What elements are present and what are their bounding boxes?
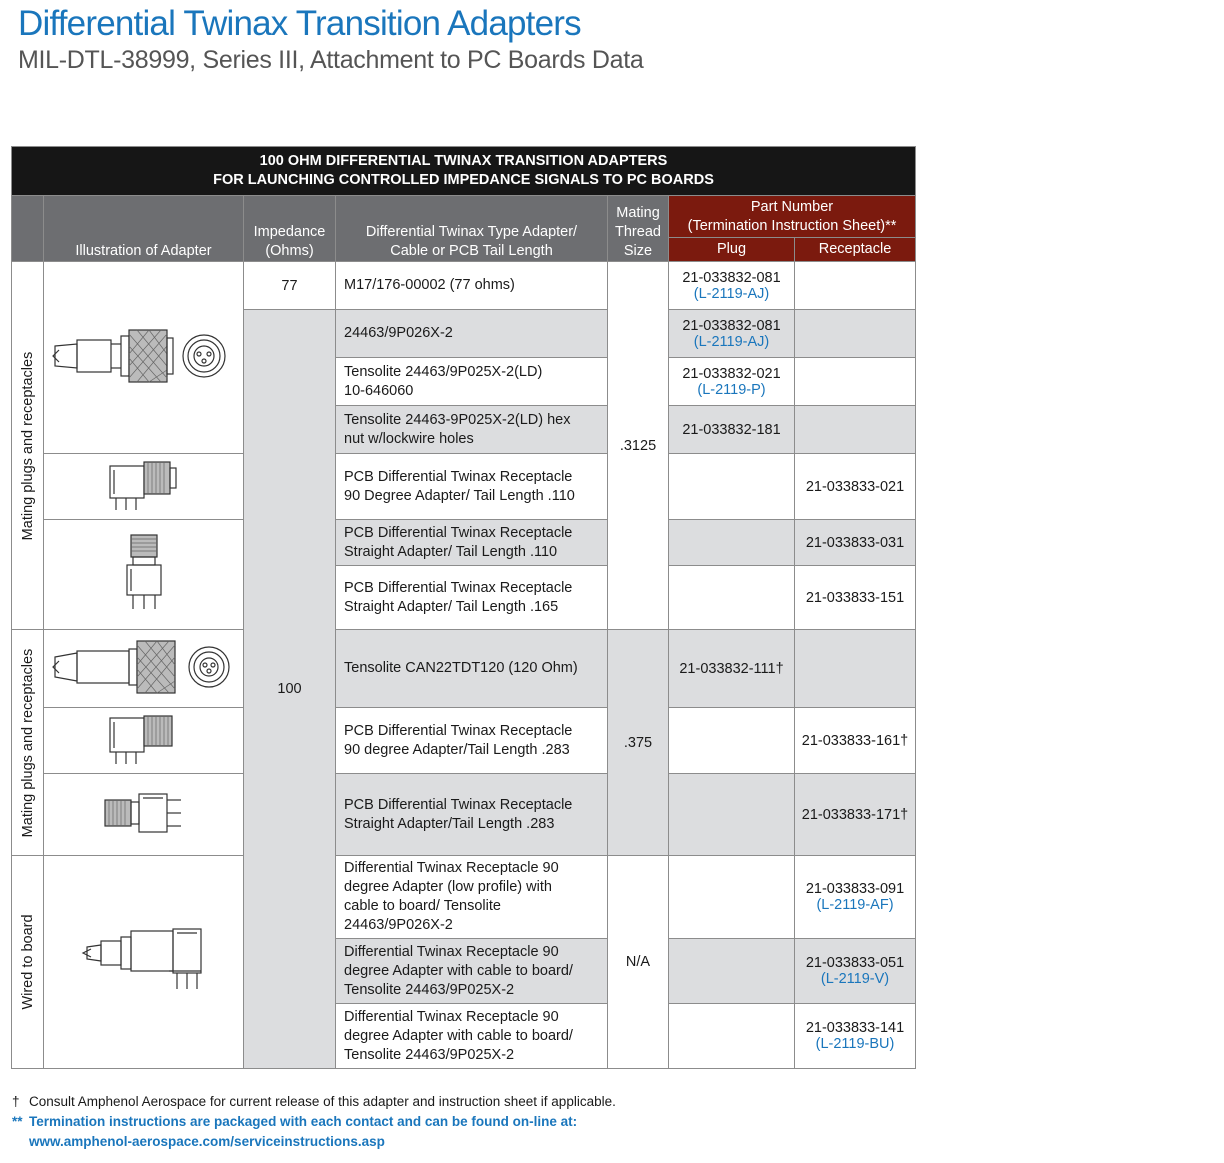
plug-part: 21-033832-081 (L-2119-AJ) [669,262,795,310]
description-cell: M17/176-00002 (77 ohms) [336,262,608,310]
thread-size: .375 [608,630,669,856]
description-cell: Tensolite 24463-9P025X-2(LD) hex nut w/lockwire holes [336,406,608,454]
straight-receptacle-illustration [44,520,244,630]
table-row [12,708,916,774]
straight-receptacle-icon [99,788,189,838]
plug-part [669,520,795,566]
description-cell: Tensolite CAN22TDT120 (120 Ohm) [336,630,608,708]
right-angle-receptacle-icon [104,710,184,768]
receptacle-part: 21-033833-021 [795,454,916,520]
description-cell: Differential Twinax Receptacle 90 degree Adapter with cable to board/ Tensolite 24463/9P025X-2 [336,1004,608,1069]
right-angle-receptacle-illustration [44,454,244,520]
receptacle-part [795,630,916,708]
plug-part: 21-033832-021 (L-2119-P) [669,358,795,406]
header-illustration: Illustration of Adapter [44,196,244,262]
footnote-double-star: ** Termination instructions are packaged with each contact and can be found on-line at: [12,1114,578,1129]
receptacle-part: 21-033833-141 (L-2119-BU) [795,1004,916,1069]
footnote-dagger: † Consult Amphenol Aerospace for current release of this adapter and instruction sheet if applicable. [12,1094,616,1109]
receptacle-part [795,310,916,358]
header-impedance: Impedance (Ohms) [244,196,336,262]
table-row [12,520,916,566]
description-cell: 24463/9P026X-2 [336,310,608,358]
header-type: Differential Twinax Type Adapter/ Cable or PCB Tail Length [336,196,608,262]
receptacle-part: 21-033833-171† [795,774,916,856]
header-group [12,196,44,262]
plug-part: 21-033832-181 [669,406,795,454]
thread-size: .3125 [608,262,669,630]
banner-line-1: 100 OHM DIFFERENTIAL TWINAX TRANSITION ADAPTERS [259,153,668,169]
impedance-value: 77 [244,262,336,310]
straight-receptacle-illustration [44,774,244,856]
receptacle-part: 21-033833-031 [795,520,916,566]
plug-part [669,566,795,630]
group-label: Mating plugs and receptacles [12,262,44,630]
service-instructions-url[interactable]: www.amphenol-aerospace.com/serviceinstructions.asp [29,1134,385,1149]
description-cell: PCB Differential Twinax Receptacle 90 Degree Adapter/ Tail Length .110 [336,454,608,520]
thread-size: N/A [608,856,669,1069]
group-label: Mating plugs and receptacles [12,630,44,856]
plug-part [669,454,795,520]
receptacle-part [795,406,916,454]
header-receptacle: Receptacle [795,238,916,262]
plug-part [669,708,795,774]
header-thread: Mating Thread Size [608,196,669,262]
plug-part [669,1004,795,1069]
wired-adapter-icon [79,925,209,995]
right-angle-receptacle-icon [104,456,184,514]
straight-plug-icon [49,326,239,386]
table-row [12,454,916,520]
receptacle-part [795,262,916,310]
plug-part [669,774,795,856]
table-row [12,774,916,856]
right-angle-receptacle-illustration [44,708,244,774]
impedance-value: 100 [244,310,336,1069]
table-banner [12,147,916,196]
receptacle-part [795,358,916,406]
description-cell: PCB Differential Twinax Receptacle Straight Adapter/Tail Length .283 [336,774,608,856]
wired-to-board-illustration [44,856,244,1069]
receptacle-part: 21-033833-161† [795,708,916,774]
description-cell: PCB Differential Twinax Receptacle Straight Adapter/ Tail Length .110 [336,520,608,566]
description-cell: PCB Differential Twinax Receptacle Straight Adapter/ Tail Length .165 [336,566,608,630]
table-row [12,262,916,310]
adapter-table [11,146,916,1069]
plug-illustration [44,630,244,708]
description-cell: PCB Differential Twinax Receptacle 90 degree Adapter/Tail Length .283 [336,708,608,774]
straight-plug-icon [49,635,239,699]
table-row [12,856,916,939]
header-plug: Plug [669,238,795,262]
plug-part: 21-033832-081 (L-2119-AJ) [669,310,795,358]
plug-illustration [44,262,244,454]
group-label: Wired to board [12,856,44,1069]
table-row [12,630,916,708]
header-part-number: Part Number (Termination Instruction Sheet)** [669,196,916,238]
description-cell: Differential Twinax Receptacle 90 degree Adapter (low profile) with cable to board/ Tensolite 24463/9P026X-2 [336,856,608,939]
plug-part: 21-033832-111† [669,630,795,708]
page-subtitle: MIL-DTL-38999, Series III, Attachment to PC Boards Data [18,46,644,74]
page-title: Differential Twinax Transition Adapters [18,4,581,43]
receptacle-part: 21-033833-051 (L-2119-V) [795,939,916,1004]
description-cell: Tensolite 24463/9P025X-2(LD) 10-646060 [336,358,608,406]
description-cell: Differential Twinax Receptacle 90 degree Adapter with cable to board/ Tensolite 24463/9P025X-2 [336,939,608,1004]
receptacle-part: 21-033833-151 [795,566,916,630]
plug-part [669,939,795,1004]
plug-part [669,856,795,939]
straight-receptacle-icon [119,531,169,615]
banner-line-2: FOR LAUNCHING CONTROLLED IMPEDANCE SIGNALS TO PC BOARDS [213,172,714,188]
receptacle-part: 21-033833-091 (L-2119-AF) [795,856,916,939]
